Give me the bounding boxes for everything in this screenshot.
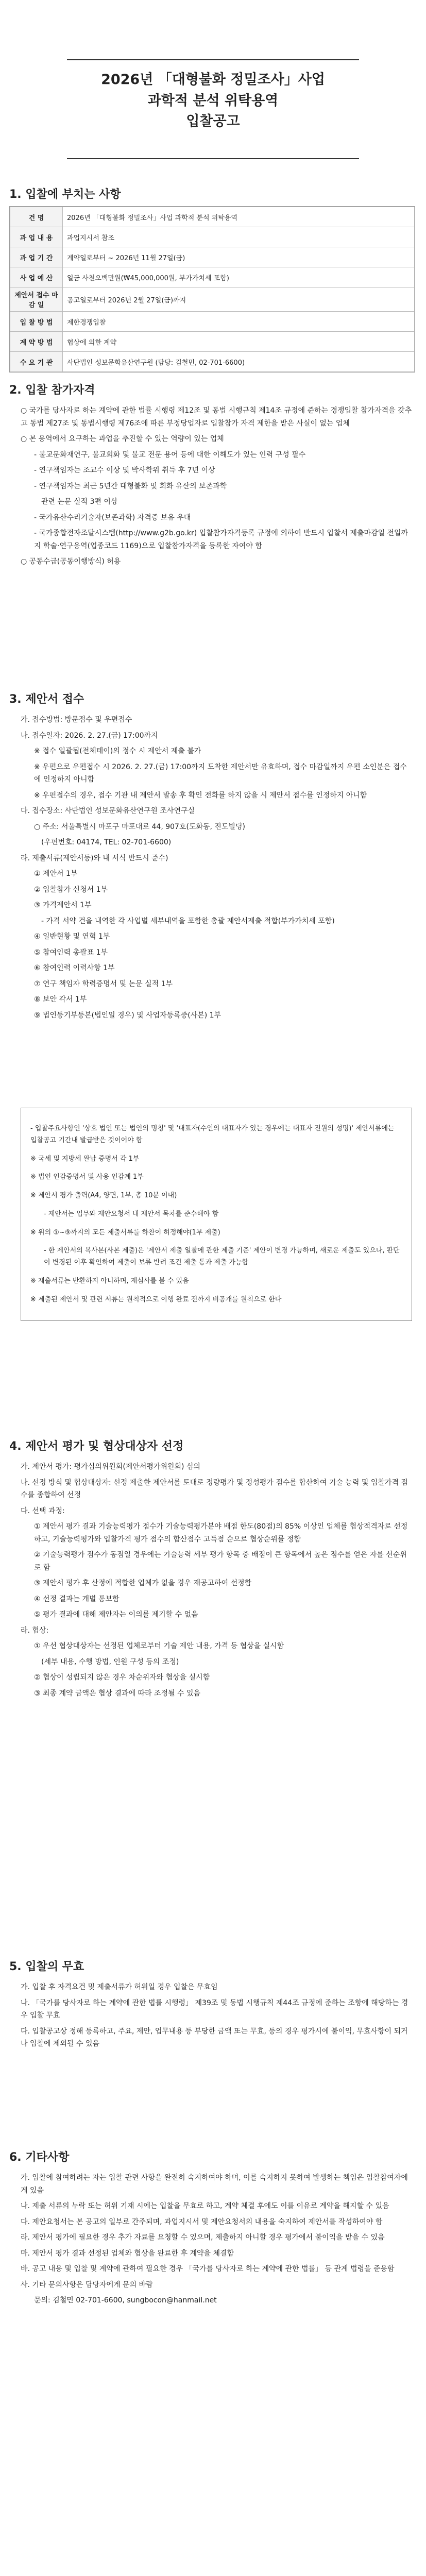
- info-table-row: [10, 312, 415, 332]
- section-5-item: 다. 입찰공고상 정해 등록하고, 주요, 제안, 업무내용 등 부당한 금액 또는 무효, 등의 경우 평가시에 불이익, 무효사항이 되거나 입찰에 제외될 수 있음: [21, 2027, 408, 2048]
- section-3-item: 나. 접수일자: 2026. 2. 27.(금) 17:00까지: [21, 731, 158, 740]
- section-4-item: ④ 선정 결과는 개별 통보함: [34, 1595, 120, 1603]
- section-3-item: ⑨ 법인등기부등본(법인일 경우) 및 사업자등록증(사본) 1부: [34, 1011, 221, 1020]
- section-3-item: ※ 우편으로 우편접수 시 2026. 2. 27.(금) 17:00까지 도착한 제안서만 유효하며, 접수 마감일까지 우편 소인분은 접수에 인정하지 아니함: [34, 762, 407, 784]
- section-3-item: 라. 제출서류(제안서등)와 내 서식 반드시 준수): [21, 854, 168, 862]
- section-5-heading: 5. 입찰의 무효: [9, 1960, 84, 1973]
- section-2-heading: 2. 입찰 참가자격: [9, 384, 95, 397]
- section-2-item: - 연구책임자는 최근 5년간 대형불화 및 회화 유산의 보존과학: [34, 482, 227, 490]
- section-3-note-item: - 제안서는 업무와 제안요청서 내 제안서 목차를 준수해야 함: [44, 1210, 219, 1218]
- section-3-note-box: [21, 1108, 412, 1321]
- section-3-item: (우편번호: 04174, TEL: 02-701-6600): [41, 838, 172, 846]
- section-6-item: 라. 제안서 평가에 필요한 경우 추가 자료를 요청할 수 있으며, 제출하지 아니할 경우 평가에서 불이익을 받을 수 있음: [21, 2233, 385, 2242]
- section-3-note-item: - 한 제안서의 복사본(사본 제출)은 '제안서 제출 일찰에 관한 제출 기준' 제안이 변경 가능하며, 새로운 제출도 있으나, 판단이 변경된 이후 확인하여 제출이 보류 반려 조건 제출 통과 제출 가능함: [44, 1247, 400, 1266]
- info-table-row: [10, 247, 415, 267]
- section-3-item: ⑦ 연구 책임자 학력증명서 및 논문 실적 1부: [34, 979, 173, 988]
- info-table-row: [10, 227, 415, 247]
- section-3-note-item: ※ 제안서 평가 출력(A4, 양면, 1부, 총 10분 이내): [30, 1192, 177, 1199]
- section-3-note-item: ※ 국세 및 지방세 완납 증명서 각 1부: [30, 1155, 140, 1163]
- section-3-item: ○ 주소: 서울특별시 마포구 마포대로 44, 907호(도화동, 진도빌딩): [34, 822, 245, 831]
- section-4-item: ③ 최종 계약 금액은 협상 결과에 따라 조정될 수 있음: [34, 1689, 201, 1698]
- title-line-3: 입찰공고: [186, 113, 240, 129]
- section-3-note-item: ※ 법인 인감증명서 및 사용 인감계 1부: [30, 1173, 144, 1181]
- section-3-item: ※ 접수 일괄됩(전체테이)의 정수 시 제안서 제출 불가: [34, 747, 201, 755]
- section-1-heading: 1. 입찰에 부치는 사항: [9, 188, 121, 201]
- info-table-box: [9, 206, 415, 372]
- info-table: [10, 207, 415, 372]
- section-2-item: 관련 논문 실적 3편 이상: [41, 498, 118, 506]
- info-table-key: 사 업 예 산: [10, 267, 63, 287]
- info-table-value: 과업지시서 참조: [63, 227, 415, 247]
- section-2-body: [21, 404, 412, 571]
- section-4-heading: 4. 제안서 평가 및 협상대상자 선정: [9, 1440, 184, 1453]
- info-table-key: 수 요 기 관: [10, 352, 63, 372]
- section-2-item: - 국가유산수리기술자(보존과학) 자격증 보유 우대: [34, 513, 191, 522]
- info-table-value: 2026년 「대형불화 정밀조사」사업 과학적 분석 위탁용역: [63, 207, 415, 227]
- section-3-item: - 가격 서약 건을 내역한 각 사업별 세부내역을 포함한 총괄 제안서제출 적합(부가가치세 포함): [41, 917, 335, 925]
- section-2-item: - 연구책임자는 조교수 이상 및 박사학위 취득 후 7년 이상: [34, 466, 215, 474]
- section-4-item: 가. 제안서 평가: 평가심의위원회(제안서평가위원회) 심의: [21, 1463, 200, 1471]
- section-4-item: (세부 내용, 수행 방법, 인원 구성 등의 조정): [41, 1657, 179, 1666]
- section-6-body: [21, 2172, 412, 2310]
- section-2-item: - 국가종합전자조달시스템(http://www.g2b.go.kr) 입찰참가자격등록 규정에 의하여 반드시 입찰서 제출마감일 전일까지 학술·연구용역(업종코드 1169)으로 입찰참가자격을 등록한 자여야 함: [34, 529, 408, 550]
- info-table-key: 계 약 방 법: [10, 332, 63, 352]
- section-6-item: 마. 제안서 평가 결과 선정된 업체와 협상을 완료한 후 계약을 체결함: [21, 2249, 234, 2258]
- section-3-body: [21, 714, 412, 1025]
- section-5-body: [21, 1981, 412, 2054]
- section-3-item: ⑧ 보안 각서 1부: [34, 995, 87, 1004]
- section-6-item: 나. 제출 서류의 누락 또는 허위 기재 시에는 입찰을 무효로 하고, 계약 체결 후에도 이를 이유로 계약을 해지할 수 있음: [21, 2202, 389, 2210]
- section-5-item: 가. 입찰 후 자격요건 및 제출서류가 허위일 경우 입찰은 무효임: [21, 1983, 218, 1991]
- section-3-note-item: ※ 제출서류는 반환하지 아니하며, 재심사를 불 수 있음: [30, 1277, 189, 1285]
- section-2-item: - 불교문화재연구, 불교회화 및 불교 전문 용어 등에 대한 이해도가 있는 인력 구성 필수: [34, 450, 306, 459]
- info-table-value: 계약일로부터 ~ 2026년 11월 27일(금): [63, 247, 415, 267]
- section-3-item: ④ 일반현황 및 연혁 1부: [34, 933, 110, 941]
- info-table-value: 사단법인 성보문화유산연구원 (담당: 김철민, 02-701-6600): [63, 352, 415, 372]
- info-table-key: 제안서 접수 마 감 일: [10, 287, 63, 312]
- section-4-item: ② 기술능력평가 점수가 동점일 경우에는 기술능력 세부 평가 항목 중 배점이 큰 항목에서 높은 점수를 얻은 자를 선순위로 함: [34, 1551, 407, 1572]
- section-6-item: 문의: 김철민 02-701-6600, sungbocon@hanmail.net: [34, 2296, 217, 2304]
- section-5-item: 나. 「국가를 당사자로 하는 계약에 관한 법률 시행령」 제39조 및 동법 시행규칙 제44조 규정에 준하는 조항에 해당하는 경우 입찰 무효: [21, 1998, 408, 2020]
- info-table-value: 협상에 의한 계약: [63, 332, 415, 352]
- section-6-heading: 6. 기타사항: [9, 2151, 70, 2164]
- section-3-note-item: ※ 위의 ①~⑨까지의 모든 제출서류를 하찬이 허정해야(1부 제출): [30, 1228, 220, 1236]
- section-4-item: ② 협상이 성립되지 않은 경우 차순위자와 협상을 실시함: [34, 1673, 210, 1682]
- section-4-item: ⑤ 평가 결과에 대해 제안자는 이의를 제기할 수 없음: [34, 1611, 198, 1619]
- section-3-note-item: - 입찰주요사항인 '상호 법인 또는 법인의 명칭' 및 '대표자(수인의 대표자가 있는 경우에는 대표자 전원의 성명)' 제안서류에는 입찰공고 기간내 발급받은 것이어야 함: [30, 1125, 395, 1144]
- title-box: [67, 59, 359, 159]
- info-table-value: 공고일로부터 2026년 2월 27일(금)까지: [63, 287, 415, 312]
- section-4-item: ① 제안서 평가 결과 기술능력평가 점수가 기술능력평가분야 배점 한도(80점)의 85% 이상인 업체를 협상적격자로 선정하고, 기술능력평가와 입찰가격 평가 점수의 합산점수 고득점 순으로 협상순위를 정함: [34, 1522, 408, 1544]
- section-6-item: 바. 공고 내용 및 입찰 및 계약에 관하여 필요한 경우 「국가를 당사자로 하는 계약에 관한 법률」 등 관계 법령을 준용함: [21, 2265, 395, 2273]
- section-3-item: ⑤ 참여인력 총괄표 1부: [34, 948, 108, 957]
- section-4-item: 라. 협상:: [21, 1626, 49, 1635]
- info-table-value: 일금 사천오백만원(₩45,000,000원, 부가가치세 포함): [63, 267, 415, 287]
- section-6-item: 다. 제안요청서는 본 공고의 일부로 간주되며, 과업지시서 및 제안요청서의 내용을 숙지하여 제안서를 작성하여야 함: [21, 2217, 383, 2226]
- section-6-item: 가. 입찰에 참여하려는 자는 입찰 관련 사항을 완전히 숙지하여야 하며, 이를 숙지하지 못하여 발생하는 책임은 입찰참여자에게 있음: [21, 2174, 408, 2195]
- section-2-item: ○ 국가를 당사자로 하는 계약에 관한 법률 시행령 제12조 및 동법 시행규칙 제14조 규정에 준하는 경쟁입찰 참가자격을 갖추고 동법 제27조 및 동법시행령 제76조에 따른 부정당업자로 입찰참가 자격 제한을 받은 사실이 없는 업체: [21, 406, 412, 428]
- title-line-2: 과학적 분석 위탁용역: [147, 92, 279, 109]
- info-table-value: 제한경쟁입찰: [63, 312, 415, 332]
- section-6-item: 사. 기타 문의사항은 담당자에게 문의 바람: [21, 2280, 153, 2289]
- info-table-row: [10, 267, 415, 287]
- section-3-item: 다. 접수장소: 사단법인 성보문화유산연구원 조사연구실: [21, 807, 195, 815]
- info-table-row: [10, 352, 415, 372]
- section-3-item: 가. 접수방법: 방문접수 및 우편접수: [21, 716, 132, 724]
- info-table-key: 과 업 기 간: [10, 247, 63, 267]
- info-table-row: [10, 332, 415, 352]
- section-4-item: 다. 선택 과정:: [21, 1506, 65, 1515]
- section-3-item: ③ 가격제안서 1부: [34, 901, 92, 909]
- section-4-item: ① 우선 협상대상자는 선정된 업체로부터 기술 제안 내용, 가격 등 협상을 실시함: [34, 1642, 284, 1650]
- section-3-item: ② 입찰참가 신청서 1부: [34, 885, 108, 894]
- section-4-item: ③ 제안서 평가 후 산정에 적합한 업체가 없을 경우 재공고하여 선정함: [34, 1579, 252, 1587]
- info-table-row: [10, 207, 415, 227]
- section-2-item: ○ 공동수급(공동이행방식) 허용: [21, 557, 121, 566]
- section-4-body: [21, 1461, 412, 1703]
- section-4-item: 나. 선정 방식 및 협상대상자: 선정 제출한 제안서를 토대로 정량평가 및 정성평가 점수를 합산하여 기술 능력 및 입찰가격 점수를 종합하여 선정: [21, 1478, 408, 1499]
- info-table-key: 과 업 내 용: [10, 227, 63, 247]
- section-3-heading: 3. 제안서 접수: [9, 693, 84, 706]
- info-table-key: 건 명: [10, 207, 63, 227]
- info-table-row: [10, 287, 415, 312]
- info-table-key: 입 찰 방 법: [10, 312, 63, 332]
- section-3-note-item: ※ 제출된 제안서 및 관련 서류는 원칙적으로 이행 완료 전까지 비공개를 원칙으로 한다: [30, 1295, 282, 1303]
- section-3-item: ⑥ 참여인력 이력사항 1부: [34, 964, 115, 972]
- title-line-1: 2026년 「대형불화 정밀조사」사업: [101, 72, 325, 88]
- section-2-item: ○ 본 용역에서 요구하는 과업을 추진할 수 있는 역량이 있는 업체: [21, 435, 224, 443]
- section-3-item: ※ 우편접수의 경우, 접수 기관 내 제안서 발송 후 확인 전화를 하지 않을 시 제안서 접수를 인정하지 아니함: [34, 791, 367, 800]
- section-3-item: ① 제안서 1부: [34, 870, 78, 878]
